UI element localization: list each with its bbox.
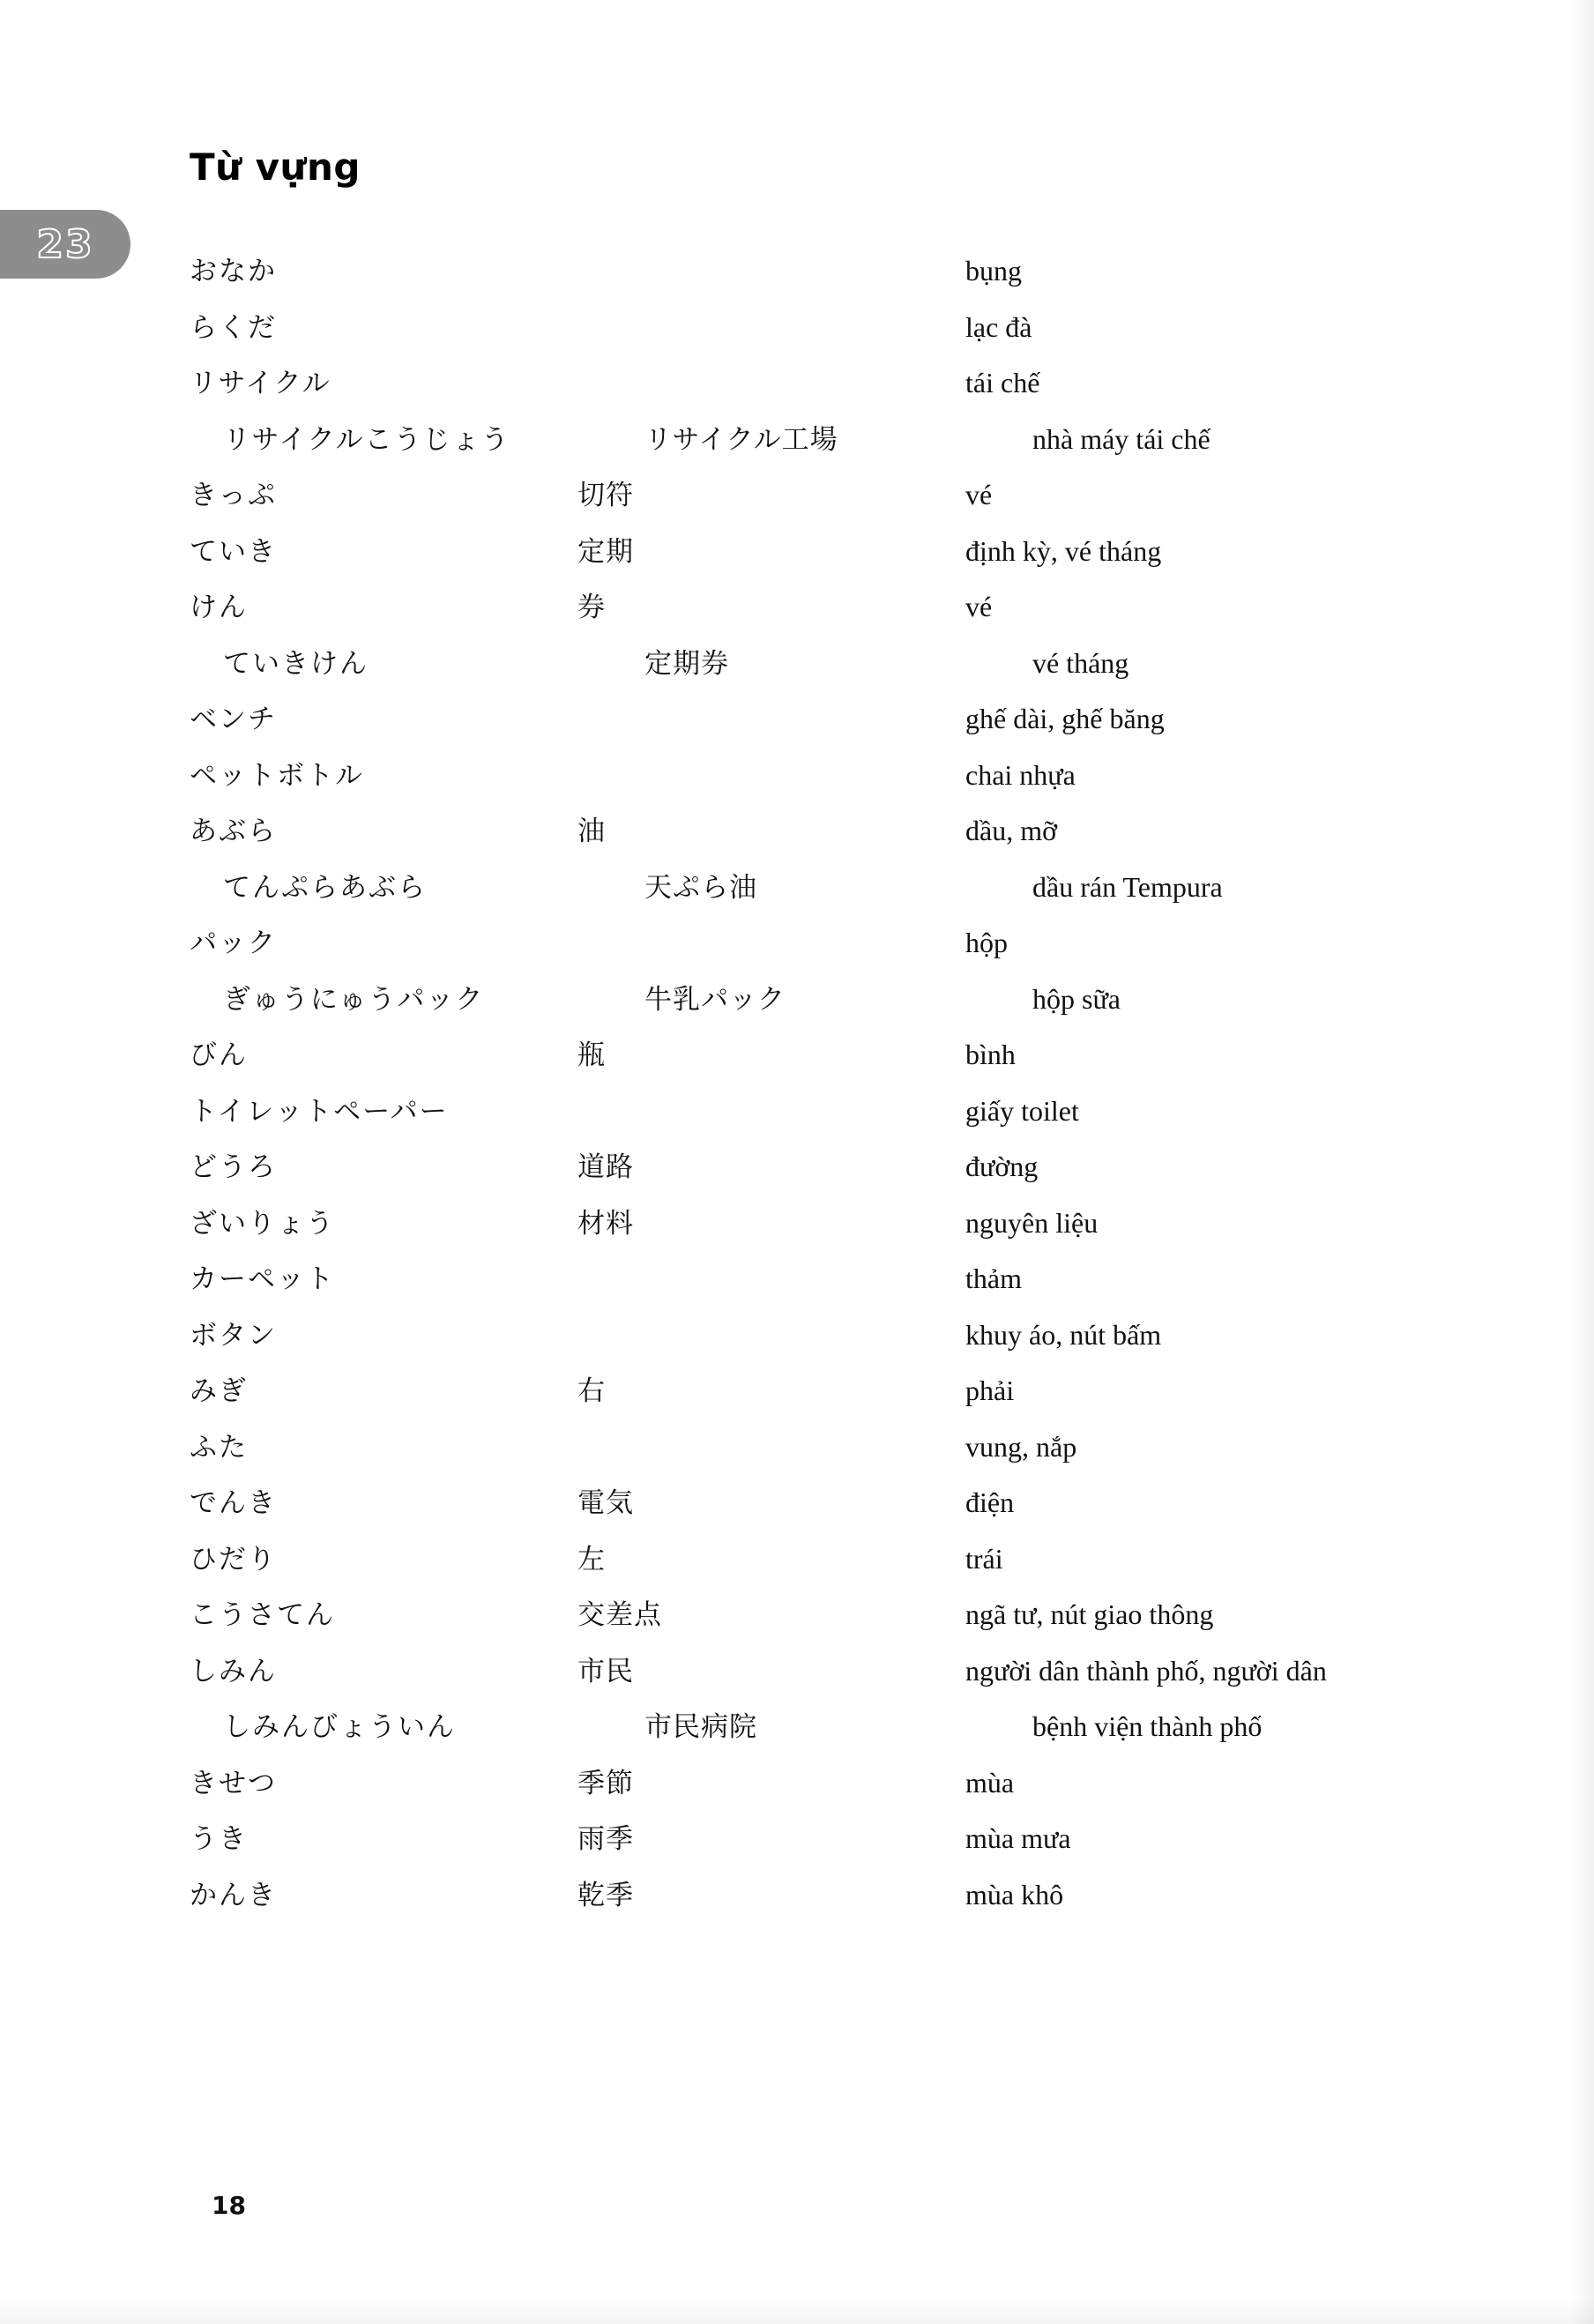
vocab-row xyxy=(190,1144,1441,1201)
vocab-kana: ペットボトル xyxy=(190,759,364,792)
vocab-vietnamese: ngã tư, nút giao thông xyxy=(965,1598,1214,1630)
vocab-row xyxy=(190,1649,1441,1705)
vocab-kana: うき xyxy=(190,1823,248,1855)
vocab-row xyxy=(190,1873,1441,1929)
vocab-row xyxy=(190,1592,1441,1649)
vocab-row xyxy=(190,1201,1441,1257)
vocab-kana: しみんびょういん xyxy=(223,1711,456,1743)
vocab-row xyxy=(190,1816,1441,1873)
vocab-vietnamese: định kỳ, vé tháng xyxy=(965,534,1162,567)
vocab-kana: かんき xyxy=(190,1879,277,1911)
vocab-vietnamese: dầu rán Tempura xyxy=(1032,870,1223,903)
vocab-row xyxy=(190,1425,1441,1481)
vocab-kana: ひだり xyxy=(190,1543,277,1575)
vocabulary-list xyxy=(190,249,1441,1928)
vocab-kana: きっぷ xyxy=(190,480,277,511)
vocab-kanji: 定期券 xyxy=(644,647,729,680)
vocab-row xyxy=(190,696,1441,753)
vocab-kana: こうさてん xyxy=(190,1599,335,1631)
vocab-row xyxy=(190,1256,1441,1313)
vocab-kana: おなか xyxy=(190,256,277,287)
vocab-kana: あぶら xyxy=(190,816,277,847)
vocab-row xyxy=(190,977,1441,1033)
vocab-kanji: 牛乳パック xyxy=(644,983,786,1016)
vocab-kanji: 油 xyxy=(577,816,606,847)
vocab-row xyxy=(190,920,1441,977)
vocab-row xyxy=(190,361,1441,417)
vocab-kana: びん xyxy=(190,1039,248,1071)
vocab-kana: どうろ xyxy=(190,1151,277,1183)
vocab-kana: けん xyxy=(190,592,248,623)
vocab-vietnamese: lạc đà xyxy=(965,310,1032,343)
vocab-row xyxy=(190,417,1441,473)
vocab-kanji: 券 xyxy=(577,592,606,623)
vocab-vietnamese: bụng xyxy=(965,255,1022,287)
vocab-vietnamese: mùa khô xyxy=(965,1878,1064,1911)
vocab-row xyxy=(190,641,1441,697)
vocab-kanji: 雨季 xyxy=(577,1823,634,1855)
vocab-kana: リサイクル xyxy=(190,368,331,399)
vocab-kanji: 材料 xyxy=(577,1207,634,1240)
vocab-vietnamese: trái xyxy=(965,1542,1003,1575)
vocab-kana: ふた xyxy=(190,1431,248,1464)
vocab-vietnamese: hộp xyxy=(965,927,1008,958)
vocab-vietnamese: vé tháng xyxy=(1032,646,1129,679)
vocab-kana: ボタン xyxy=(190,1319,277,1352)
vocab-kana: ぎゅうにゅうパック xyxy=(223,983,485,1016)
vocab-vietnamese: khuy áo, nút bấm xyxy=(965,1318,1162,1351)
vocab-kanji: 乾季 xyxy=(577,1879,634,1911)
vocab-row xyxy=(190,1313,1441,1369)
vocab-kana: カーペット xyxy=(190,1263,335,1295)
vocab-kanji: 季節 xyxy=(577,1767,634,1799)
vocab-vietnamese: phải xyxy=(965,1374,1015,1406)
vocab-vietnamese: ghế dài, ghế băng xyxy=(965,703,1165,734)
vocab-vietnamese: nhà máy tái chế xyxy=(1032,422,1210,455)
vocab-vietnamese: nguyên liệu xyxy=(965,1206,1099,1239)
vocab-vietnamese: hộp sữa xyxy=(1032,982,1121,1015)
vocab-kanji: 右 xyxy=(577,1375,606,1407)
vocab-row xyxy=(190,585,1441,641)
page-edge-shadow xyxy=(1571,0,1594,2324)
vocab-kana: ていき xyxy=(190,535,277,568)
vocab-vietnamese: bình xyxy=(965,1039,1016,1070)
vocab-kana: らくだ xyxy=(190,311,277,344)
page-title: Từ vựng xyxy=(190,145,361,189)
vocab-vietnamese: vung, nắp xyxy=(965,1430,1077,1463)
vocab-row xyxy=(190,473,1441,529)
vocab-kana: パック xyxy=(190,927,277,959)
vocab-kanji: 市民病院 xyxy=(644,1711,757,1743)
vocab-vietnamese: đường xyxy=(965,1151,1039,1182)
vocab-kana: ベンチ xyxy=(190,704,277,735)
vocab-row xyxy=(190,1480,1441,1537)
vocab-kanji: 電気 xyxy=(577,1487,634,1519)
vocab-row xyxy=(190,753,1441,809)
vocab-row xyxy=(190,1089,1441,1145)
vocab-vietnamese: bệnh viện thành phố xyxy=(1032,1710,1263,1742)
vocab-row xyxy=(190,249,1441,305)
vocab-kanji: 交差点 xyxy=(577,1599,662,1631)
vocab-kana: ていきけん xyxy=(223,647,369,680)
vocab-row xyxy=(190,1032,1441,1089)
vocab-kana: でんき xyxy=(190,1487,277,1519)
vocab-kanji: 市民 xyxy=(577,1655,634,1687)
vocab-kanji: 左 xyxy=(577,1543,606,1575)
vocab-row xyxy=(190,808,1441,865)
lesson-number-label: 23 xyxy=(36,221,94,267)
vocab-vietnamese: thảm xyxy=(965,1263,1022,1294)
vocab-row xyxy=(190,1368,1441,1425)
vocab-kanji: 道路 xyxy=(577,1151,634,1183)
vocab-vietnamese: tái chế xyxy=(965,367,1040,399)
lesson-number-tab xyxy=(0,210,130,279)
vocab-kana: しみん xyxy=(190,1655,277,1687)
vocab-kanji: リサイクル工場 xyxy=(644,423,838,456)
vocab-vietnamese: dầu, mỡ xyxy=(965,815,1058,846)
vocab-vietnamese: giấy toilet xyxy=(965,1094,1079,1127)
vocab-vietnamese: vé xyxy=(965,591,993,622)
vocab-kana: リサイクルこうじょう xyxy=(223,423,510,456)
vocab-kanji: 定期 xyxy=(577,535,634,568)
vocab-kanji: 瓶 xyxy=(577,1039,606,1071)
vocab-vietnamese: chai nhựa xyxy=(965,758,1076,791)
page-number: 18 xyxy=(212,2191,246,2220)
vocab-row xyxy=(190,1761,1441,1817)
vocab-vietnamese: mùa mưa xyxy=(965,1822,1071,1854)
vocab-kana: きせつ xyxy=(190,1767,277,1799)
vocab-row xyxy=(190,305,1441,361)
vocab-kana: てんぷらあぶら xyxy=(223,871,427,904)
vocab-row xyxy=(190,865,1441,921)
vocab-kana: みぎ xyxy=(190,1375,248,1407)
vocab-kana: ざいりょう xyxy=(190,1207,335,1240)
vocab-row xyxy=(190,529,1441,585)
page-bottom-shadow xyxy=(0,2298,1594,2324)
vocab-vietnamese: điện xyxy=(965,1486,1015,1518)
vocab-vietnamese: người dân thành phố, người dân xyxy=(965,1654,1327,1687)
vocab-row xyxy=(190,1537,1441,1593)
vocab-kanji: 天ぷら油 xyxy=(644,871,757,904)
vocab-kanji: 切符 xyxy=(577,480,634,511)
vocab-kana: トイレットペーパー xyxy=(190,1095,449,1128)
vocab-row xyxy=(190,1704,1441,1761)
vocab-vietnamese: mùa xyxy=(965,1766,1015,1799)
vocab-vietnamese: vé xyxy=(965,479,993,510)
